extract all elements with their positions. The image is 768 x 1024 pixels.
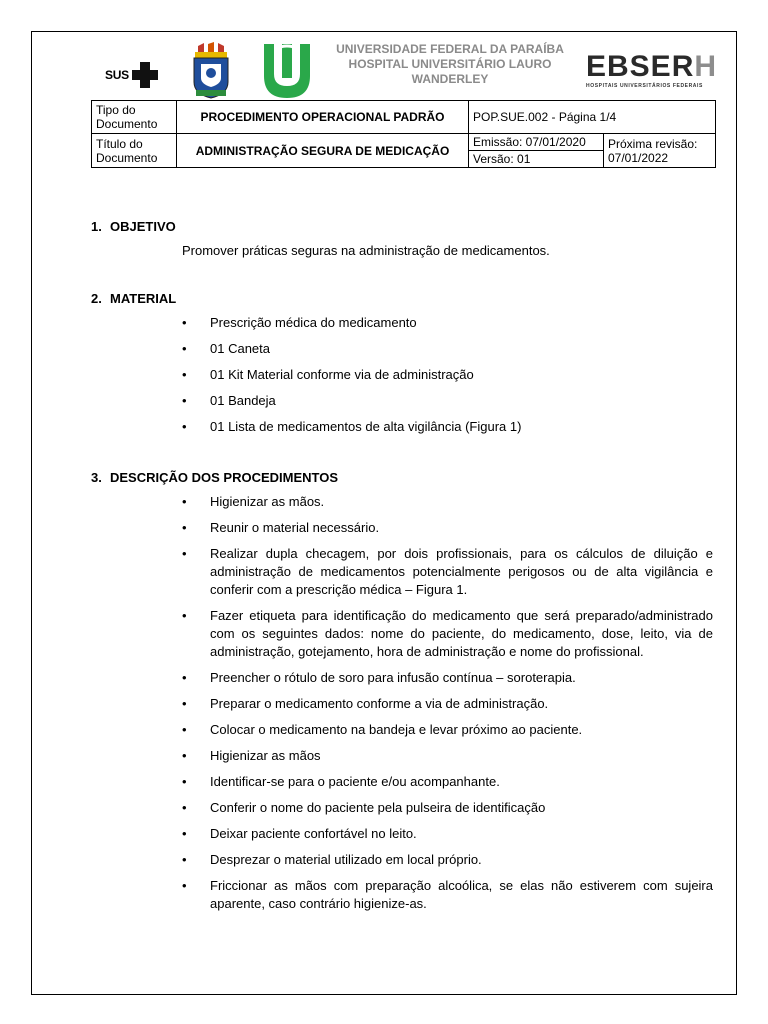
list-item [91,799,713,817]
list-item [91,314,713,332]
list-item [91,545,713,599]
list-item [91,366,713,384]
institution-title [330,42,570,87]
bullet-icon: • [182,494,187,509]
section-number: 2. [91,291,102,306]
ebserh-brand-h: H [694,50,718,83]
list-item-text: Realizar dupla checagem, por dois profissionais, para os cálculos de diluição e administração de medicamentos potencialmente perigosos ou de alta vigilância e conferir com a prescrição médica – Figura 1. [210,546,713,597]
list-item-text: Higienizar as mãos [210,748,321,763]
bullet-icon: • [182,852,187,867]
sus-label: SUS [105,68,129,82]
institution-line: UNIVERSIDADE FEDERAL DA PARAÍBA [336,42,564,56]
bullet-icon: • [182,696,187,711]
section-title: DESCRIÇÃO DOS PROCEDIMENTOS [110,470,339,485]
list-item [91,695,713,713]
codigo-pagina: POP.SUE.002 - Página 1/4 [469,101,716,134]
hu-logo-icon [262,42,312,100]
emissao: Emissão: 07/01/2020 [469,134,604,151]
list-item [91,493,713,511]
list-item [91,773,713,791]
bullet-icon: • [182,774,187,789]
section-procedimentos-heading [91,467,713,489]
list-item [91,825,713,843]
bullet-icon: • [182,722,187,737]
list-item-text: Higienizar as mãos. [210,494,325,509]
institution-line: HOSPITAL UNIVERSITÁRIO LAURO [348,57,552,71]
list-item-text: Fazer etiqueta para identificação do medicamento que será preparado/administrado com os seguintes dados: nome do paciente, do medicamento, dose, leito, via de administração, gotejamento, hora de administração e nome do profissional. [210,608,713,659]
document-body [91,216,713,921]
titulo-value: ADMINISTRAÇÃO SEGURA DE MEDICAÇÃO [177,134,469,168]
list-item [91,519,713,537]
titulo-label: Título do Documento [92,134,177,168]
ebserh-logo [586,52,721,89]
institution-line: WANDERLEY [411,72,489,86]
section-objetivo-heading [91,216,713,238]
list-item [91,340,713,358]
proxima-revisao-date: 07/01/2022 [608,150,669,165]
list-item-text: Colocar o medicamento na bandeja e levar próximo ao paciente. [210,722,583,737]
list-item [91,721,713,739]
tipo-value: PROCEDIMENTO OPERACIONAL PADRÃO [177,101,469,134]
section-number: 3. [91,470,102,485]
section-title: MATERIAL [110,291,177,306]
list-item-text: Deixar paciente confortável no leito. [210,826,417,841]
objetivo-text: Promover práticas seguras na administração de medicamentos. [182,243,550,258]
procedimentos-list [91,493,713,913]
bullet-icon: • [182,367,187,382]
list-item [91,607,713,661]
bullet-icon: • [182,341,187,356]
ufpb-crest-icon [190,42,232,100]
list-item-text: 01 Lista de medicamentos de alta vigilância (Figura 1) [210,419,522,434]
section-number: 1. [91,219,102,234]
bullet-icon: • [182,419,187,434]
list-item-text: 01 Bandeja [210,393,276,408]
section-material-heading [91,288,713,310]
bullet-icon: • [182,878,187,893]
bullet-icon: • [182,393,187,408]
list-item-text: Prescrição médica do medicamento [210,315,417,330]
proxima-revisao-label: Próxima revisão: [608,136,698,151]
list-item-text: Preencher o rótulo de soro para infusão contínua – soroterapia. [210,670,576,685]
bullet-icon: • [182,670,187,685]
proxima-revisao [604,134,716,168]
material-list [91,314,713,436]
ebserh-tagline: HOSPITAIS UNIVERSITÁRIOS FEDERAIS [586,83,703,89]
list-item-text: Identificar-se para o paciente e/ou acompanhante. [210,774,500,789]
bullet-icon: • [182,826,187,841]
list-item-text: Reunir o material necessário. [210,520,380,535]
bullet-icon: • [182,748,187,763]
sus-logo [105,62,158,88]
ebserh-brand: EBSER [586,50,695,83]
list-item [91,747,713,765]
bullet-icon: • [182,800,187,815]
tipo-label: Tipo do Documento [92,101,177,134]
list-item [91,669,713,687]
document-header-table [91,100,716,168]
section-title: OBJETIVO [110,219,176,234]
list-item [91,851,713,869]
list-item-text: Friccionar as mãos com preparação alcoólica, se elas não estiverem com sujeira aparente, caso contrário higienize-as. [210,878,713,911]
list-item-text: 01 Caneta [210,341,270,356]
list-item [91,418,713,436]
bullet-icon: • [182,520,187,535]
list-item [91,877,713,913]
bullet-icon: • [182,546,187,561]
bullet-icon: • [182,315,187,330]
list-item-text: Desprezar o material utilizado em local próprio. [210,852,482,867]
bullet-icon: • [182,608,187,623]
list-item-text: Conferir o nome do paciente pela pulseira de identificação [210,800,546,815]
list-item [91,392,713,410]
list-item-text: Preparar o medicamento conforme a via de administração. [210,696,549,711]
versao: Versão: 01 [469,151,604,168]
sus-cross-icon [132,62,158,88]
list-item-text: 01 Kit Material conforme via de administração [210,367,474,382]
